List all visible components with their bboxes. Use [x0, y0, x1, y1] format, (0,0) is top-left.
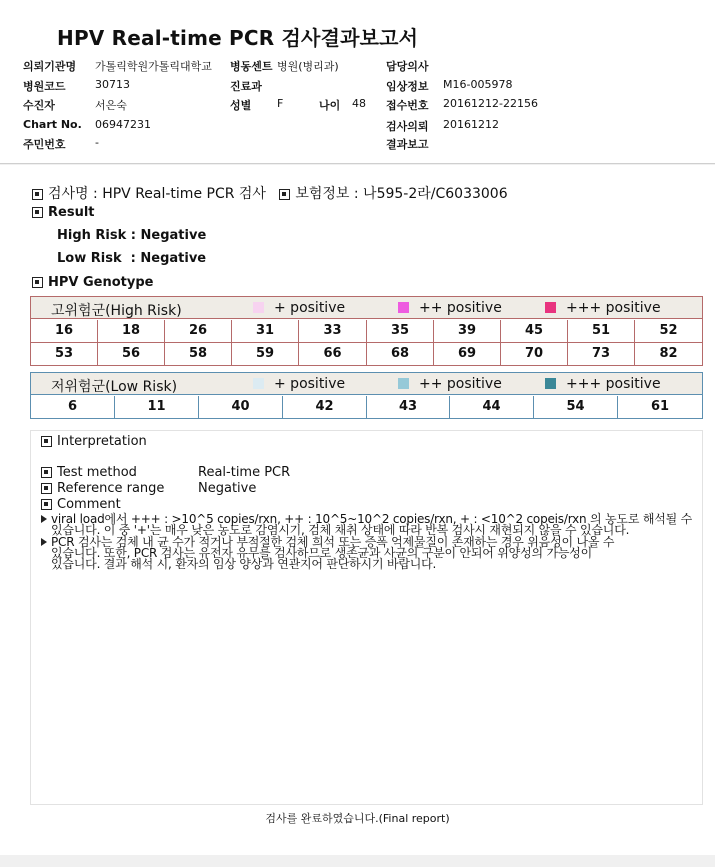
patient-label: 수진자 — [23, 99, 55, 112]
receipt-label: 접수번호 — [386, 99, 429, 112]
hosp-code-value: 30713 — [95, 78, 130, 91]
exam-line — [32, 183, 508, 203]
comment-2-line-2: 있습니다. 또한, PCR 검사는 유전자 유무를 검사하므로 생존균과 사균의 구분이 안되어 위양성의 가능성이 — [51, 546, 593, 560]
high-risk-row-2 — [31, 343, 702, 366]
request-date-value: 20161212 — [443, 118, 499, 131]
genotype-cell: 39 — [434, 320, 501, 343]
genotype-cell: 54 — [534, 396, 618, 419]
legend-plus3-text: +++ positive — [566, 300, 661, 316]
square-bullet-icon — [41, 499, 52, 510]
report-header — [0, 0, 715, 164]
insurance-label: 보험정보 : — [295, 186, 359, 202]
comment-label: Comment — [57, 497, 121, 512]
age-value: 48 — [352, 97, 366, 110]
arrow-right-icon — [41, 515, 47, 523]
result-heading-text: Result — [48, 205, 95, 220]
req-org-label: 의뢰기관명 — [23, 60, 77, 73]
genotype-cell: 59 — [232, 343, 299, 366]
legend-swatch — [253, 302, 264, 313]
legend-low-plus3 — [545, 376, 661, 392]
genotype-cell: 52 — [635, 320, 702, 343]
dept-label: 진료과 — [230, 80, 262, 93]
result-heading — [32, 205, 95, 220]
genotype-cell: 31 — [232, 320, 299, 343]
genotype-cell: 56 — [98, 343, 165, 366]
test-method-label: Test method — [57, 465, 137, 480]
genotype-cell: 16 — [31, 320, 98, 343]
legend-swatch — [398, 378, 409, 389]
report-date-label: 결과보고 — [386, 138, 429, 151]
high-risk-table — [30, 296, 703, 366]
low-risk-row-1 — [31, 396, 702, 419]
hosp-code-label: 병원코드 — [23, 80, 66, 93]
legend-low-plus3-text: +++ positive — [566, 376, 661, 392]
clinical-value: M16-005978 — [443, 78, 513, 91]
square-bullet-icon — [32, 189, 43, 200]
final-report-note: 검사를 완료하였습니다.(Final report) — [265, 812, 450, 825]
request-date-label: 검사의뢰 — [386, 120, 429, 133]
insurance-value: 나595-2라/C6033006 — [363, 186, 508, 202]
genotype-heading-text: HPV Genotype — [48, 275, 154, 290]
legend-low-plus2 — [398, 376, 502, 392]
high-risk-header — [31, 297, 702, 319]
genotype-cell: 68 — [367, 343, 434, 366]
interpretation-heading — [41, 434, 147, 449]
genotype-cell: 51 — [568, 320, 635, 343]
legend-swatch — [398, 302, 409, 313]
genotype-cell: 43 — [367, 396, 450, 419]
genotype-heading — [32, 275, 153, 290]
square-bullet-icon — [41, 483, 52, 494]
genotype-cell: 73 — [568, 343, 635, 366]
comment-2-line-3: 있습니다. 결과 해석 시, 환자의 임상 양상과 연관지어 판단하시기 바랍니다. — [51, 557, 437, 571]
square-bullet-icon — [279, 189, 290, 200]
low-risk-result: Low Risk : Negative — [57, 251, 207, 266]
sex-value: F — [277, 97, 284, 110]
comment-1-line-1: viral load에서 +++ : >10^5 copies/rxn, ++ : 10^5~10^2 copies/rxn, + : <10^2 copeis/rxn 의 농도로 해석될 수 — [51, 512, 693, 526]
test-method-row — [41, 465, 137, 480]
comment-2-line-1: PCR 검사는 검체 내 균 수가 적거나 부적절한 검체 희석 또는 증폭 억제물질이 존재하는 경우 위음성이 나올 수 — [51, 535, 615, 549]
chart-label: Chart No. — [23, 118, 82, 131]
genotype-cell: 44 — [450, 396, 534, 419]
high-risk-row-1 — [31, 320, 702, 343]
ward-value: 병원(병리과) — [277, 60, 339, 73]
low-risk-table — [30, 372, 703, 419]
square-bullet-icon — [41, 436, 52, 447]
chart-value: 06947231 — [95, 118, 151, 131]
square-bullet-icon — [32, 207, 43, 218]
sex-label: 성별 — [230, 99, 252, 112]
test-method-value: Real-time PCR — [198, 465, 291, 480]
genotype-cell: 35 — [367, 320, 434, 343]
interpretation-heading-text: Interpretation — [57, 434, 147, 449]
legend-low-plus — [253, 376, 345, 392]
clinical-label: 임상정보 — [386, 80, 429, 93]
genotype-cell: 40 — [199, 396, 283, 419]
comment-2 — [41, 537, 614, 570]
genotype-cell: 33 — [299, 320, 367, 343]
genotype-cell: 53 — [31, 343, 98, 366]
genotype-cell: 18 — [98, 320, 165, 343]
legend-plus — [253, 300, 345, 316]
genotype-cell: 45 — [501, 320, 568, 343]
report-title: HPV Real-time PCR 검사결과보고서 — [57, 26, 419, 50]
legend-plus2-text: ++ positive — [419, 300, 502, 316]
high-risk-result: High Risk : Negative — [57, 228, 207, 243]
low-risk-label: 저위험군(Low Risk) — [51, 379, 178, 395]
ward-label: 병동센트 — [230, 60, 273, 73]
exam-name: HPV Real-time PCR 검사 — [102, 186, 266, 202]
receipt-value: 20161212-22156 — [443, 97, 538, 110]
legend-swatch — [253, 378, 264, 389]
reference-range-label: Reference range — [57, 481, 165, 496]
legend-plus2 — [398, 300, 502, 316]
id-value: - — [95, 136, 99, 149]
reference-range-value: Negative — [198, 481, 257, 496]
legend-plus3 — [545, 300, 661, 316]
comment-1-line-2: 있습니다. 이 중 '+'는 매우 낮은 농도로 감염시기, 검체 채취 상태에 따라 반복 검사시 재현되지 않을 수 있습니다. — [51, 523, 630, 537]
legend-low-plus-text: + positive — [274, 376, 346, 392]
genotype-cell: 26 — [165, 320, 232, 343]
genotype-cell: 58 — [165, 343, 232, 366]
legend-swatch — [545, 302, 556, 313]
report-body — [0, 165, 715, 855]
comment-1 — [41, 514, 692, 536]
exam-name-label: 검사명 : — [48, 186, 98, 202]
genotype-cell: 69 — [434, 343, 501, 366]
genotype-cell: 66 — [299, 343, 367, 366]
reference-range-row — [41, 481, 164, 496]
genotype-cell: 11 — [115, 396, 199, 419]
square-bullet-icon — [32, 277, 43, 288]
comment-row — [41, 497, 121, 512]
patient-value: 서은숙 — [95, 99, 127, 112]
genotype-cell: 82 — [659, 346, 678, 361]
low-risk-header — [31, 373, 702, 395]
doctor-label: 담당의사 — [386, 60, 429, 73]
interpretation-box — [30, 430, 703, 805]
genotype-cell: 70 — [501, 343, 568, 366]
legend-swatch — [545, 378, 556, 389]
age-label: 나이 — [319, 99, 341, 112]
req-org-value: 가톨릭학원가톨릭대학교 — [95, 60, 212, 73]
arrow-right-icon — [41, 538, 47, 546]
genotype-cell: 61 — [650, 399, 670, 414]
id-label: 주민번호 — [23, 138, 66, 151]
legend-low-plus2-text: ++ positive — [419, 376, 502, 392]
genotype-cell: 42 — [283, 396, 367, 419]
legend-plus-text: + positive — [274, 300, 346, 316]
high-risk-label: 고위험군(High Risk) — [51, 303, 182, 319]
genotype-cell: 6 — [31, 396, 115, 419]
square-bullet-icon — [41, 467, 52, 478]
